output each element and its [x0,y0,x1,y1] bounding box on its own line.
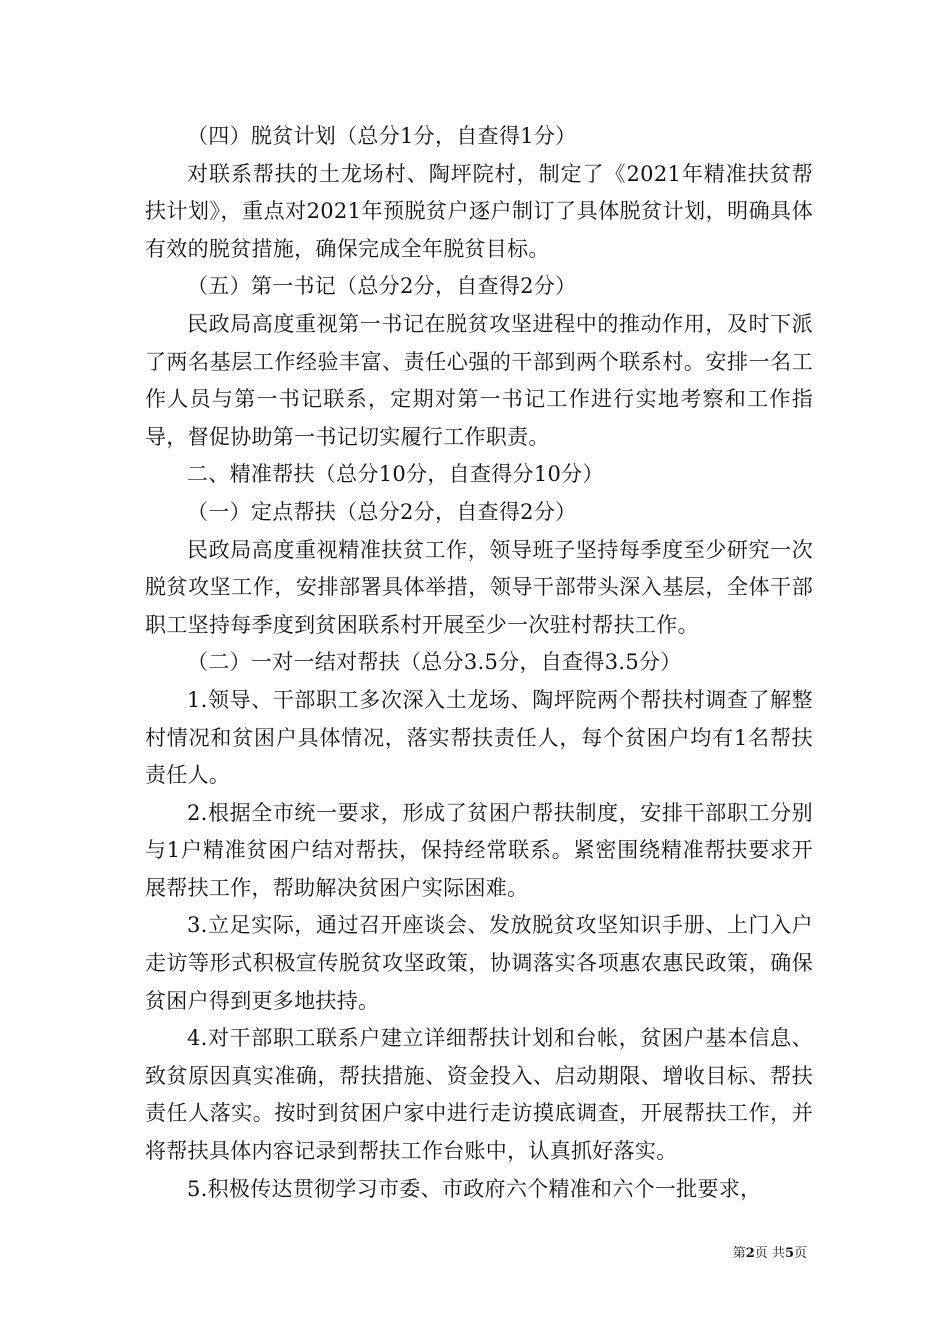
section-heading-first-secretary: （五）第一书记（总分2分，自查得2分） [187,274,577,299]
section-heading-pairing: （二）一对一结对帮扶（总分3.5分，自查得3.5分） [187,650,682,675]
paragraph: 民政局高度重视第一书记在脱贫攻坚进程中的推动作用，及时下派了两名基层工作经验丰富、责任心强的干部到两个联系村。安排一名工作人员与第一书记联系，定期对第一书记工作进行实地考察和工作指导，督促协助第一书记切实履行工作职责。 [145,311,813,449]
current-page: 2 [745,1246,755,1261]
paragraph: 民政局高度重视精准扶贫工作，领导班子坚持每季度至少研究一次脱贫攻坚工作，安排部署具体举措，领导干部带头深入基层，全体干部职工坚持每季度到贫困联系村开展至少一次驻村帮扶工作。 [145,537,813,637]
list-item: 2.根据全市统一要求，形成了贫困户帮扶制度，安排干部职工分别与1户精准贫困户结对帮扶，保持经常联系。紧密围绕精准帮扶要求开展帮扶工作，帮助解决贫困户实际困难。 [145,800,813,900]
document-body [145,118,813,1208]
total-pages: 5 [784,1246,794,1261]
section-heading-precise-assistance: 二、精准帮扶（总分10分，自查得分10分） [187,462,604,487]
page-number-middle: 页 共 [754,1246,785,1261]
paragraph: 对联系帮扶的土龙场村、陶坪院村，制定了《2021年精准扶贫帮扶计划》，重点对2021年预脱贫户逐户制订了具体脱贫计划，明确具体有效的脱贫措施，确保完成全年脱贫目标。 [145,161,813,261]
page-number-suffix: 页 [793,1246,807,1261]
page-number-prefix: 第 [732,1246,746,1261]
list-item: 4.对干部职工联系户建立详细帮扶计划和台帐，贫困户基本信息、致贫原因真实准确，帮扶措施、资金投入、启动期限、增收目标、帮扶责任人落实。按时到贫困户家中进行走访摸底调查，开展帮扶工作，并将帮扶具体内容记录到帮扶工作台账中，认真抓好落实。 [145,1026,813,1164]
list-item: 1.领导、干部职工多次深入土龙场、陶坪院两个帮扶村调查了解整村情况和贫困户具体情况，落实帮扶责任人，每个贫困户均有1名帮扶责任人。 [145,687,813,788]
list-item: 5.积极传达贯彻学习市委、市政府六个精准和六个一批要求， [187,1176,762,1201]
section-heading-plan: （四）脱贫计划（总分1分，自查得1分） [187,124,577,148]
list-item: 3.立足实际，通过召开座谈会、发放脱贫攻坚知识手册、上门入户走访等形式积极宣传脱贫攻坚政策，协调落实各项惠农惠民政策，确保贫困户得到更多地扶持。 [145,913,813,1013]
page-number [733,1246,807,1262]
section-heading-fixed-point: （一）定点帮扶（总分2分，自查得2分） [187,499,577,524]
